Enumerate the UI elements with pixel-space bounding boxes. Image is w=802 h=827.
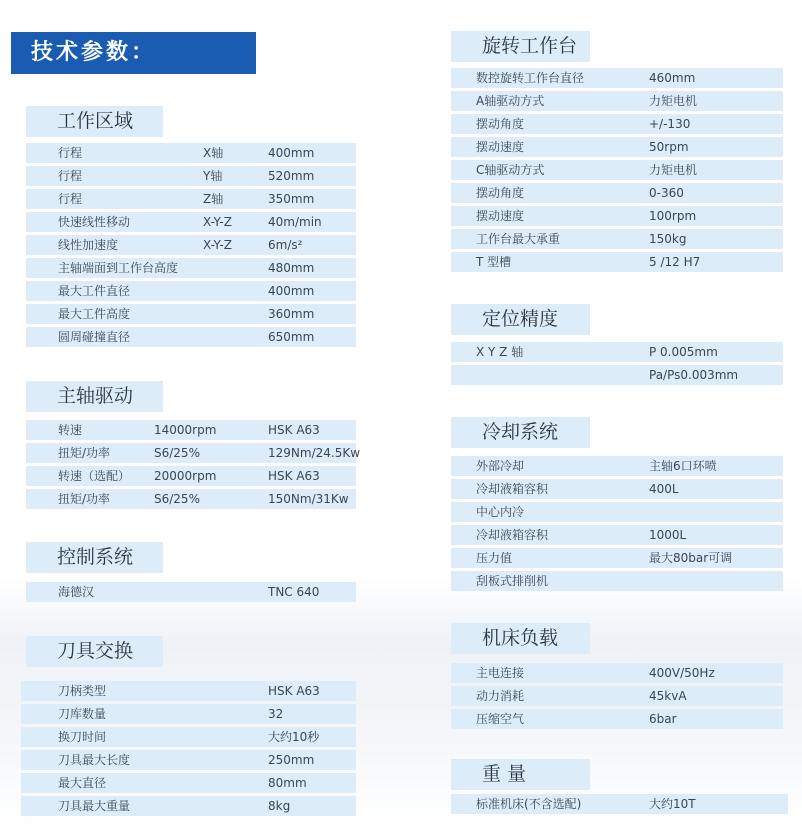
spec-label: 刀具最大长度 (58, 753, 131, 767)
spec-row (451, 456, 783, 476)
spec-label: 线性加速度 (58, 238, 119, 252)
spec-row (451, 342, 783, 362)
spec-table-work_area (26, 143, 356, 350)
section-title-control: 控制系统 (26, 542, 163, 573)
section-title-tool_change: 刀具交换 (26, 636, 163, 667)
spec-row (21, 750, 356, 770)
spec-label: 圆周碰撞直径 (58, 330, 131, 344)
spec-table-rotary_table (451, 68, 783, 275)
spec-value: 1000L (649, 528, 687, 542)
spec-label: 冷却液箱容积 (476, 482, 549, 496)
spec-label: 工作台最大承重 (476, 232, 561, 246)
spec-row (26, 327, 356, 347)
spec-row (451, 571, 783, 591)
spec-row (451, 686, 783, 706)
spec-value: 250mm (268, 753, 315, 767)
spec-row (451, 160, 783, 180)
spec-label: 刀柄类型 (58, 684, 107, 698)
spec-label: 扭矩/功率 (58, 492, 111, 506)
spec-row (451, 663, 783, 683)
spec-label: 刀具最大重量 (58, 799, 131, 813)
spec-value: 350mm (268, 192, 315, 206)
section-title-load: 机床负载 (451, 623, 590, 654)
spec-row (26, 189, 356, 209)
section-title-rotary_table: 旋转工作台 (451, 31, 590, 62)
spec-row (21, 796, 356, 816)
spec-row (451, 794, 788, 814)
spec-row (451, 229, 783, 249)
spec-label: 行程 (58, 146, 83, 160)
spec-value: 力矩电机 (649, 94, 698, 108)
spec-label: 快速线性移动 (58, 215, 131, 229)
spec-label: A轴驱动方式 (476, 94, 545, 108)
section-title-weight: 重 量 (451, 759, 590, 790)
spec-axis: X轴 (203, 146, 224, 160)
spec-label: 最大工件高度 (58, 307, 131, 321)
spec-label: 行程 (58, 169, 83, 183)
spec-value: 460mm (649, 71, 696, 85)
section-title-cooling: 冷却系统 (451, 417, 590, 448)
spec-value: 100rpm (649, 209, 697, 223)
spec-row (21, 681, 356, 701)
spec-label: 摆动速度 (476, 140, 525, 154)
spec-value: 8kg (268, 799, 291, 813)
spec-row (26, 582, 356, 602)
spec-value: 400mm (268, 146, 315, 160)
spec-value: 400L (649, 482, 679, 496)
spec-table-positioning (451, 342, 783, 388)
spec-value: 400V/50Hz (649, 666, 715, 680)
spec-label: 转速（选配） (58, 469, 131, 483)
spec-axis: X-Y-Z (203, 215, 232, 229)
spec-value: 150kg (649, 232, 687, 246)
spec-value: 主轴6口环喷 (649, 459, 717, 473)
spec-label: 最大工件直径 (58, 284, 131, 298)
spec-value: 50rpm (649, 140, 689, 154)
spec-value: HSK A63 (268, 423, 320, 437)
spec-label: 摆动角度 (476, 117, 525, 131)
spec-label: 数控旋转工作台直径 (476, 71, 585, 85)
spec-value: 520mm (268, 169, 315, 183)
spec-row (26, 466, 356, 486)
spec-axis: 14000rpm (154, 423, 217, 437)
spec-value: Pa/Ps0.003mm (649, 368, 739, 382)
spec-label: X Y Z 轴 (476, 345, 524, 359)
spec-table-tool_change (21, 681, 356, 819)
spec-label: 最大直径 (58, 776, 107, 790)
spec-row (451, 114, 783, 134)
spec-value: 32 (268, 707, 284, 721)
spec-axis: 20000rpm (154, 469, 217, 483)
spec-row (451, 548, 783, 568)
spec-row (26, 420, 356, 440)
spec-label: 压力值 (476, 551, 513, 565)
spec-row (451, 137, 783, 157)
page-title-banner (11, 32, 256, 74)
spec-label: 换刀时间 (58, 730, 107, 744)
spec-row (451, 709, 783, 729)
spec-label: 冷却液箱容积 (476, 528, 549, 542)
spec-row (21, 727, 356, 747)
spec-label: 标准机床(不含选配) (476, 797, 582, 811)
spec-row (26, 212, 356, 232)
page-title: 技术参数： (31, 40, 157, 65)
spec-value: 6bar (649, 712, 677, 726)
spec-value: HSK A63 (268, 684, 320, 698)
spec-row (26, 281, 356, 301)
section-title-positioning: 定位精度 (451, 304, 590, 335)
spec-value: 80mm (268, 776, 307, 790)
spec-value: 400mm (268, 284, 315, 298)
spec-label: 中心内冷 (476, 505, 525, 519)
spec-value: 5 /12 H7 (649, 255, 701, 269)
spec-row (451, 183, 783, 203)
spec-value: 360mm (268, 307, 315, 321)
spec-value: P 0.005mm (649, 345, 718, 359)
spec-value: 力矩电机 (649, 163, 698, 177)
spec-value: 650mm (268, 330, 315, 344)
spec-row (451, 525, 783, 545)
spec-label: 海德汉 (58, 585, 95, 599)
spec-label: 摆动速度 (476, 209, 525, 223)
spec-value: 40m/min (268, 215, 322, 229)
spec-axis: S6/25% (154, 446, 200, 460)
spec-row (26, 489, 356, 509)
section-title-spindle: 主轴驱动 (26, 381, 163, 412)
spec-row (451, 502, 783, 522)
spec-table-spindle (26, 420, 361, 512)
spec-label: 主电连接 (476, 666, 525, 680)
spec-row (26, 143, 356, 163)
spec-label: 扭矩/功率 (58, 446, 111, 460)
spec-value: 大约10T (649, 797, 696, 811)
spec-row (26, 443, 361, 463)
spec-label: 压缩空气 (476, 712, 525, 726)
spec-row (451, 365, 783, 385)
spec-row (26, 166, 356, 186)
spec-label: C轴驱动方式 (476, 163, 545, 177)
spec-axis: Y轴 (203, 169, 223, 183)
spec-value: HSK A63 (268, 469, 320, 483)
spec-value: 0-360 (649, 186, 684, 200)
spec-label: 刮板式排削机 (476, 574, 549, 588)
spec-label: 动力消耗 (476, 689, 525, 703)
spec-axis: X-Y-Z (203, 238, 232, 252)
spec-value: 最大80bar可调 (649, 551, 733, 565)
section-title-work_area: 工作区域 (26, 106, 163, 137)
spec-value: 480mm (268, 261, 315, 275)
spec-table-load (451, 663, 783, 732)
spec-row (451, 252, 783, 272)
spec-value: +/-130 (649, 117, 691, 131)
spec-row (451, 91, 783, 111)
spec-label: 刀库数量 (58, 707, 107, 721)
spec-table-weight (451, 794, 788, 817)
spec-row (451, 479, 783, 499)
spec-value: 150Nm/31Kw (268, 492, 349, 506)
spec-row (26, 258, 356, 278)
spec-label: 外部冷却 (476, 459, 525, 473)
spec-label: 行程 (58, 192, 83, 206)
spec-axis: Z轴 (203, 192, 224, 206)
spec-row (21, 773, 356, 793)
spec-row (451, 68, 783, 88)
spec-row (21, 704, 356, 724)
spec-row (451, 206, 783, 226)
spec-value: 45kvA (649, 689, 687, 703)
spec-value: 大约10秒 (268, 730, 320, 744)
spec-label: 转速 (58, 423, 83, 437)
spec-row (26, 304, 356, 324)
spec-table-control (26, 582, 356, 605)
spec-label: T 型槽 (476, 255, 512, 269)
spec-value: 6m/s² (268, 238, 303, 252)
spec-value: 129Nm/24.5Kw (268, 446, 361, 460)
spec-axis: S6/25% (154, 492, 200, 506)
spec-label: 主轴端面到工作台高度 (58, 261, 179, 275)
spec-value: TNC 640 (268, 585, 320, 599)
spec-label: 摆动角度 (476, 186, 525, 200)
spec-table-cooling (451, 456, 783, 594)
spec-row (26, 235, 356, 255)
